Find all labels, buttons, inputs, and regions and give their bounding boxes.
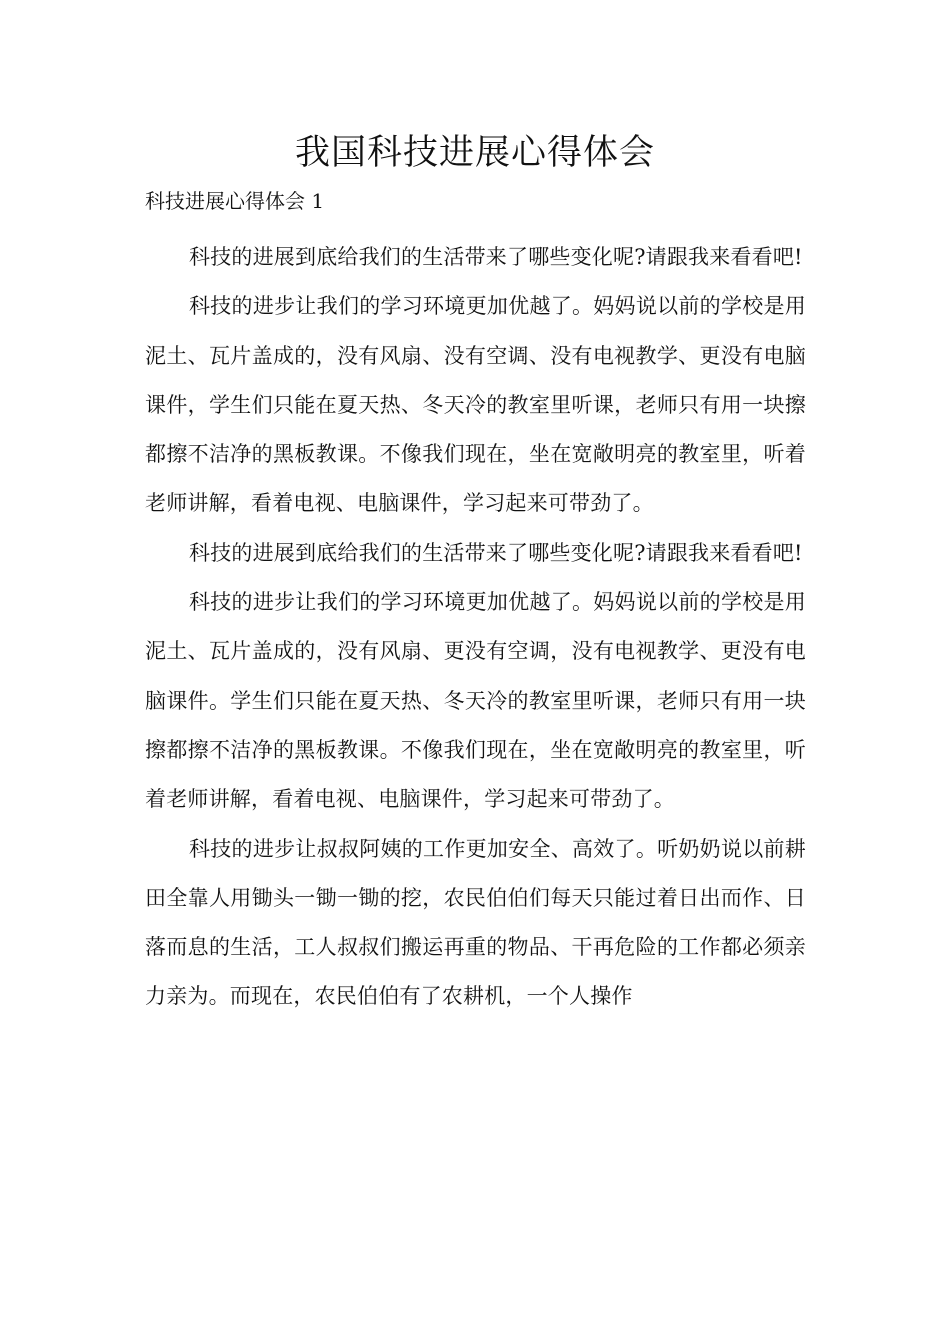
paragraph-3: 科技的进展到底给我们的生活带来了哪些变化呢?请跟我来看看吧!: [189, 540, 803, 565]
paragraph-5: 科技的进步让叔叔阿姨的工作更加安全、高效了。听奶奶说以前耕田全靠人用锄头一锄一锄的挖，农民伯伯们每天只能过着日出而作、日落而息的生活，工人叔叔们搬运再重的物品、干再危险的工作都必须亲力亲为。而现在，农民伯伯有了农耕机，一个人操作: [145, 836, 806, 1009]
paragraph-2: 科技的进步让我们的学习环境更加优越了。妈妈说以前的学校是用泥土、瓦片盖成的，没有风扇、没有空调、没有电视教学、更没有电脑课件，学生们只能在夏天热、冬天冷的教室里听课，老师只有用一块擦都擦不洁净的黑板教课。不像我们现在，坐在宽敞明亮的教室里，听着老师讲解，看着电视、电脑课件，学习起来可带劲了。: [145, 294, 806, 516]
document-body: [145, 233, 806, 1022]
section-heading: 科技进展心得体会 1: [145, 189, 325, 213]
paragraph-1: 科技的进展到底给我们的生活带来了哪些变化呢?请跟我来看看吧!: [189, 245, 803, 269]
paragraph-4: 科技的进步让我们的学习环境更加优越了。妈妈说以前的学校是用泥土、瓦片盖成的，没有风扇、更没有空调，没有电视教学、更没有电脑课件。学生们只能在夏天热、冬天冷的教室里听课，老师只有用一块擦都擦不洁净的黑板教课。不像我们现在，坐在宽敞明亮的教室里，听着老师讲解，看着电视、电脑课件，学习起来可带劲了。: [145, 590, 806, 812]
document-title: 我国科技进展心得体会: [294, 133, 655, 173]
